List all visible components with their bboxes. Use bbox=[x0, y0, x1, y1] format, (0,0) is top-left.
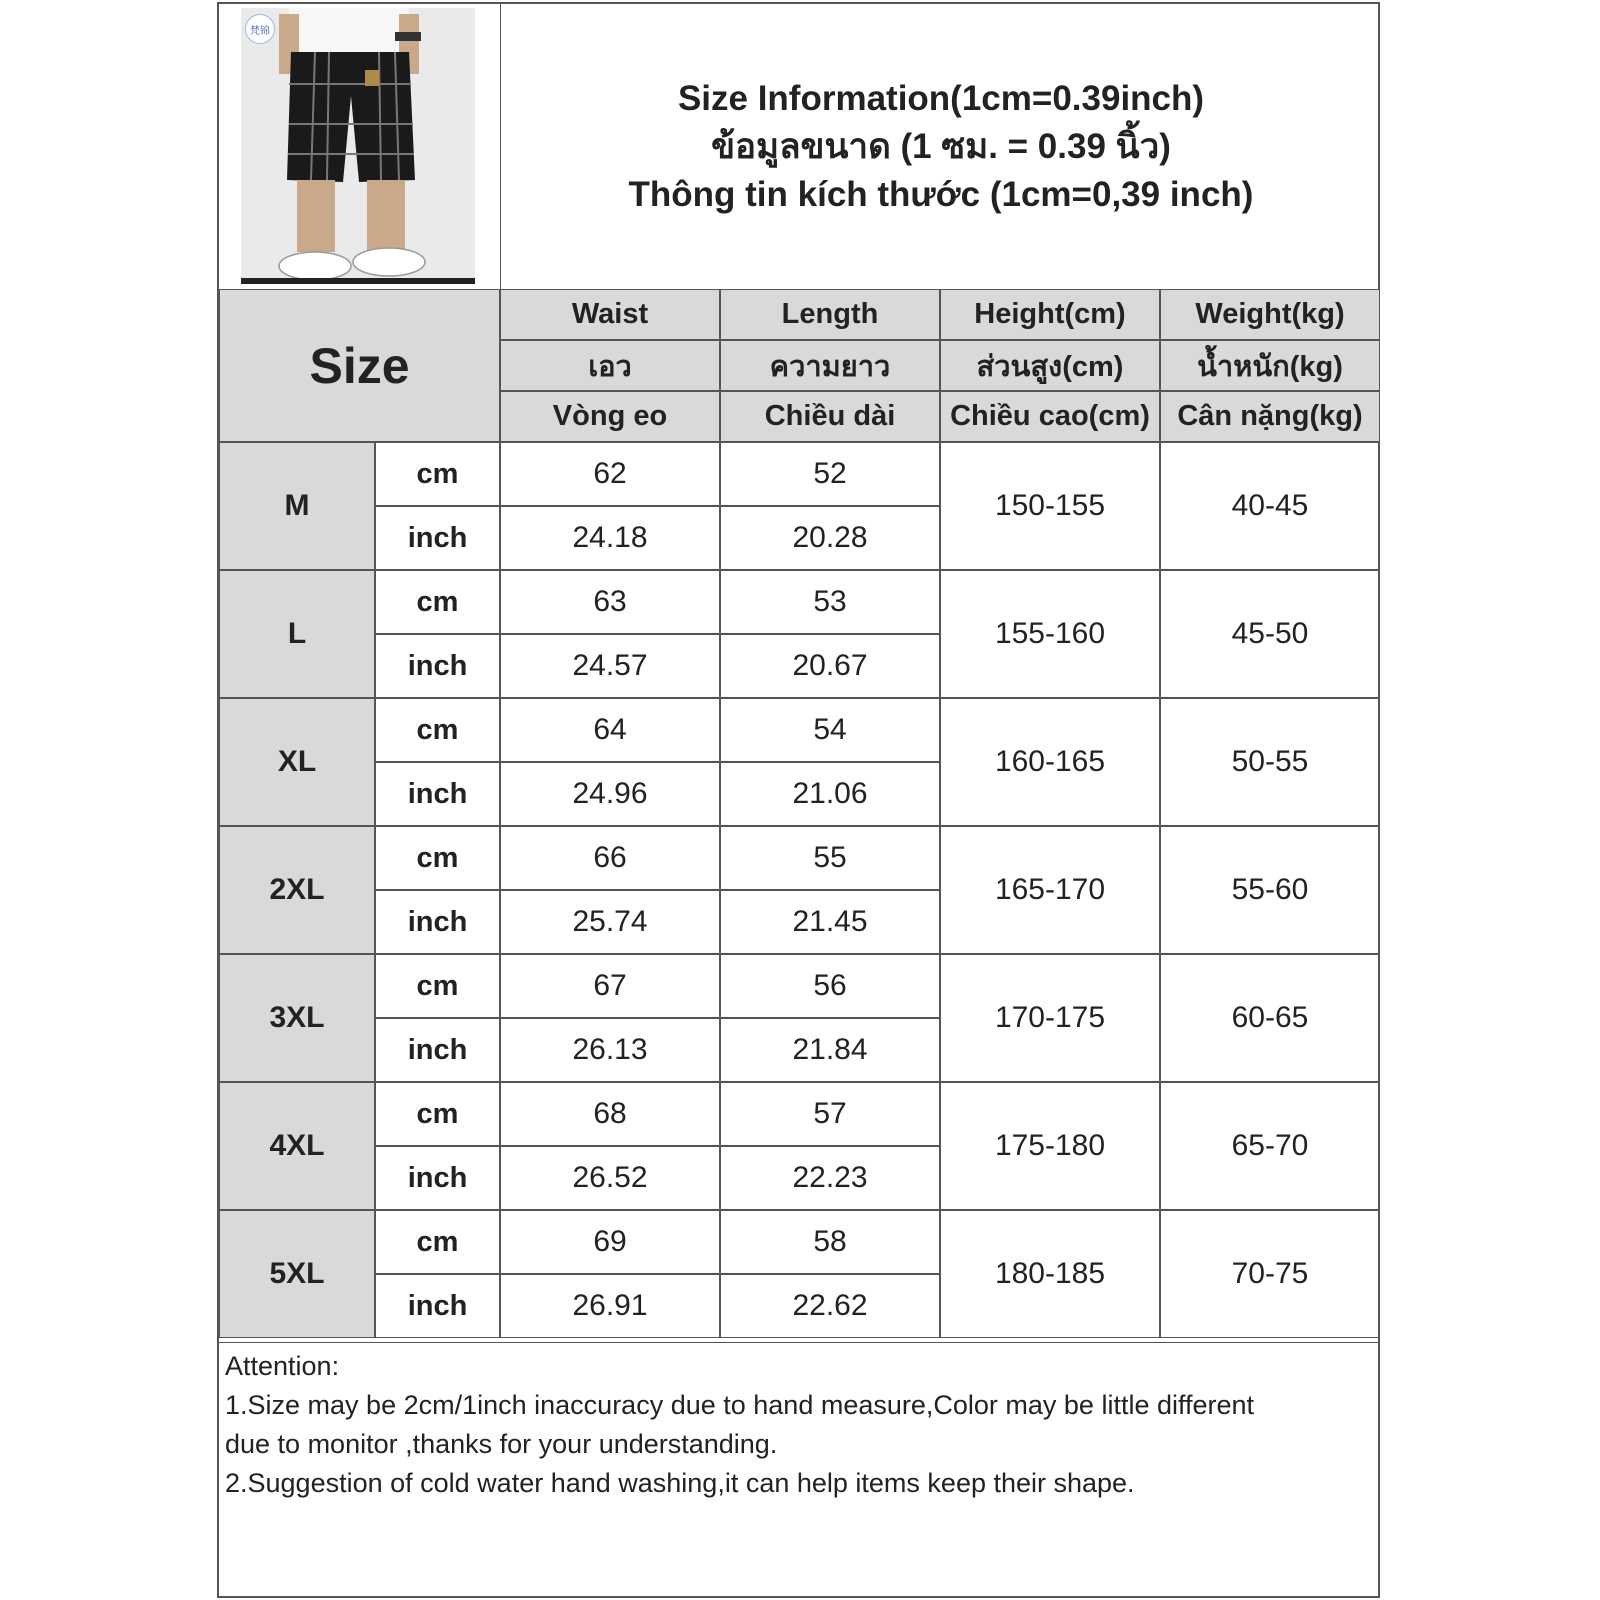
waist-inch-value: 26.52 bbox=[500, 1146, 720, 1210]
size-header-label: Size bbox=[309, 337, 410, 394]
product-photo-cell bbox=[219, 4, 500, 289]
length-inch-value: 21.06 bbox=[720, 762, 940, 826]
col-height-th: ส่วนสูง(cm) bbox=[940, 340, 1160, 391]
col-height-vi: Chiều cao(cm) bbox=[940, 391, 1160, 442]
waist-cm-value: 68 bbox=[500, 1082, 720, 1146]
col-waist-th: เอว bbox=[500, 340, 720, 391]
title-vietnamese: Thông tin kích thước (1cm=0,39 inch) bbox=[628, 174, 1254, 214]
length-inch-value: 21.45 bbox=[720, 890, 940, 954]
length-inch-value: 20.67 bbox=[720, 634, 940, 698]
waist-cm-value: 66 bbox=[500, 826, 720, 890]
length-cm-value: 58 bbox=[720, 1210, 940, 1274]
col-length-en: Length bbox=[720, 289, 940, 340]
col-weight-en: Weight(kg) bbox=[1160, 289, 1380, 340]
weight-range-value: 70-75 bbox=[1160, 1210, 1380, 1338]
length-inch-value: 21.84 bbox=[720, 1018, 940, 1082]
title-thai: ข้อมูลขนาด (1 ซม. = 0.39 นิ้ว) bbox=[711, 126, 1171, 166]
height-range-value: 170-175 bbox=[940, 954, 1160, 1082]
length-inch-value: 22.23 bbox=[720, 1146, 940, 1210]
length-cm-value: 54 bbox=[720, 698, 940, 762]
col-weight-vi: Cân nặng(kg) bbox=[1160, 391, 1380, 442]
height-range-value: 175-180 bbox=[940, 1082, 1160, 1210]
size-chart bbox=[217, 2, 1380, 1598]
brand-logo bbox=[245, 14, 275, 44]
brand-logo-text: 梵锦 bbox=[250, 25, 270, 37]
unit-inch: inch bbox=[375, 506, 500, 570]
waist-cm-value: 67 bbox=[500, 954, 720, 1018]
col-height-en: Height(cm) bbox=[940, 289, 1160, 340]
size-label: 5XL bbox=[219, 1210, 375, 1338]
unit-cm: cm bbox=[375, 826, 500, 890]
weight-range-value: 50-55 bbox=[1160, 698, 1380, 826]
length-inch-value: 20.28 bbox=[720, 506, 940, 570]
length-cm-value: 56 bbox=[720, 954, 940, 1018]
size-label: XL bbox=[219, 698, 375, 826]
weight-range-value: 60-65 bbox=[1160, 954, 1380, 1082]
length-cm-value: 52 bbox=[720, 442, 940, 506]
size-label: L bbox=[219, 570, 375, 698]
notes-block bbox=[219, 1342, 1379, 1598]
weight-range-value: 40-45 bbox=[1160, 442, 1380, 570]
unit-cm: cm bbox=[375, 1210, 500, 1274]
note-1a: 1.Size may be 2cm/1inch inaccuracy due to hand measure,Color may be little different bbox=[225, 1390, 1255, 1420]
height-range-value: 160-165 bbox=[940, 698, 1160, 826]
size-label: 4XL bbox=[219, 1082, 375, 1210]
col-weight-th: น้ำหนัก(kg) bbox=[1160, 340, 1380, 391]
waist-cm-value: 63 bbox=[500, 570, 720, 634]
waist-inch-value: 25.74 bbox=[500, 890, 720, 954]
note-1b: due to monitor ,thanks for your understanding. bbox=[225, 1429, 778, 1459]
unit-inch: inch bbox=[375, 1274, 500, 1338]
note-2: 2.Suggestion of cold water hand washing,it can help items keep their shape. bbox=[225, 1468, 1135, 1498]
waist-inch-value: 26.91 bbox=[500, 1274, 720, 1338]
unit-cm: cm bbox=[375, 442, 500, 506]
height-range-value: 165-170 bbox=[940, 826, 1160, 954]
waist-inch-value: 24.18 bbox=[500, 506, 720, 570]
waist-inch-value: 24.96 bbox=[500, 762, 720, 826]
length-inch-value: 22.62 bbox=[720, 1274, 940, 1338]
unit-cm: cm bbox=[375, 954, 500, 1018]
product-photo bbox=[219, 4, 500, 289]
unit-inch: inch bbox=[375, 1018, 500, 1082]
col-length-vi: Chiều dài bbox=[720, 391, 940, 442]
col-waist-en: Waist bbox=[500, 289, 720, 340]
unit-inch: inch bbox=[375, 1146, 500, 1210]
length-cm-value: 55 bbox=[720, 826, 940, 890]
weight-range-value: 45-50 bbox=[1160, 570, 1380, 698]
weight-range-value: 55-60 bbox=[1160, 826, 1380, 954]
notes-heading: Attention: bbox=[225, 1351, 340, 1381]
height-range-value: 155-160 bbox=[940, 570, 1160, 698]
length-cm-value: 53 bbox=[720, 570, 940, 634]
height-range-value: 180-185 bbox=[940, 1210, 1160, 1338]
size-label: M bbox=[219, 442, 375, 570]
size-label: 2XL bbox=[219, 826, 375, 954]
unit-inch: inch bbox=[375, 634, 500, 698]
unit-cm: cm bbox=[375, 570, 500, 634]
height-range-value: 150-155 bbox=[940, 442, 1160, 570]
waist-inch-value: 24.57 bbox=[500, 634, 720, 698]
title-english: Size Information(1cm=0.39inch) bbox=[677, 78, 1205, 118]
col-length-th: ความยาว bbox=[720, 340, 940, 391]
weight-range-value: 65-70 bbox=[1160, 1082, 1380, 1210]
col-waist-vi: Vòng eo bbox=[500, 391, 720, 442]
size-header bbox=[219, 289, 500, 442]
waist-cm-value: 69 bbox=[500, 1210, 720, 1274]
unit-inch: inch bbox=[375, 890, 500, 954]
unit-cm: cm bbox=[375, 698, 500, 762]
unit-cm: cm bbox=[375, 1082, 500, 1146]
waist-cm-value: 62 bbox=[500, 442, 720, 506]
unit-inch: inch bbox=[375, 762, 500, 826]
waist-inch-value: 26.13 bbox=[500, 1018, 720, 1082]
size-label: 3XL bbox=[219, 954, 375, 1082]
length-cm-value: 57 bbox=[720, 1082, 940, 1146]
waist-cm-value: 64 bbox=[500, 698, 720, 762]
title-block bbox=[500, 4, 1381, 289]
